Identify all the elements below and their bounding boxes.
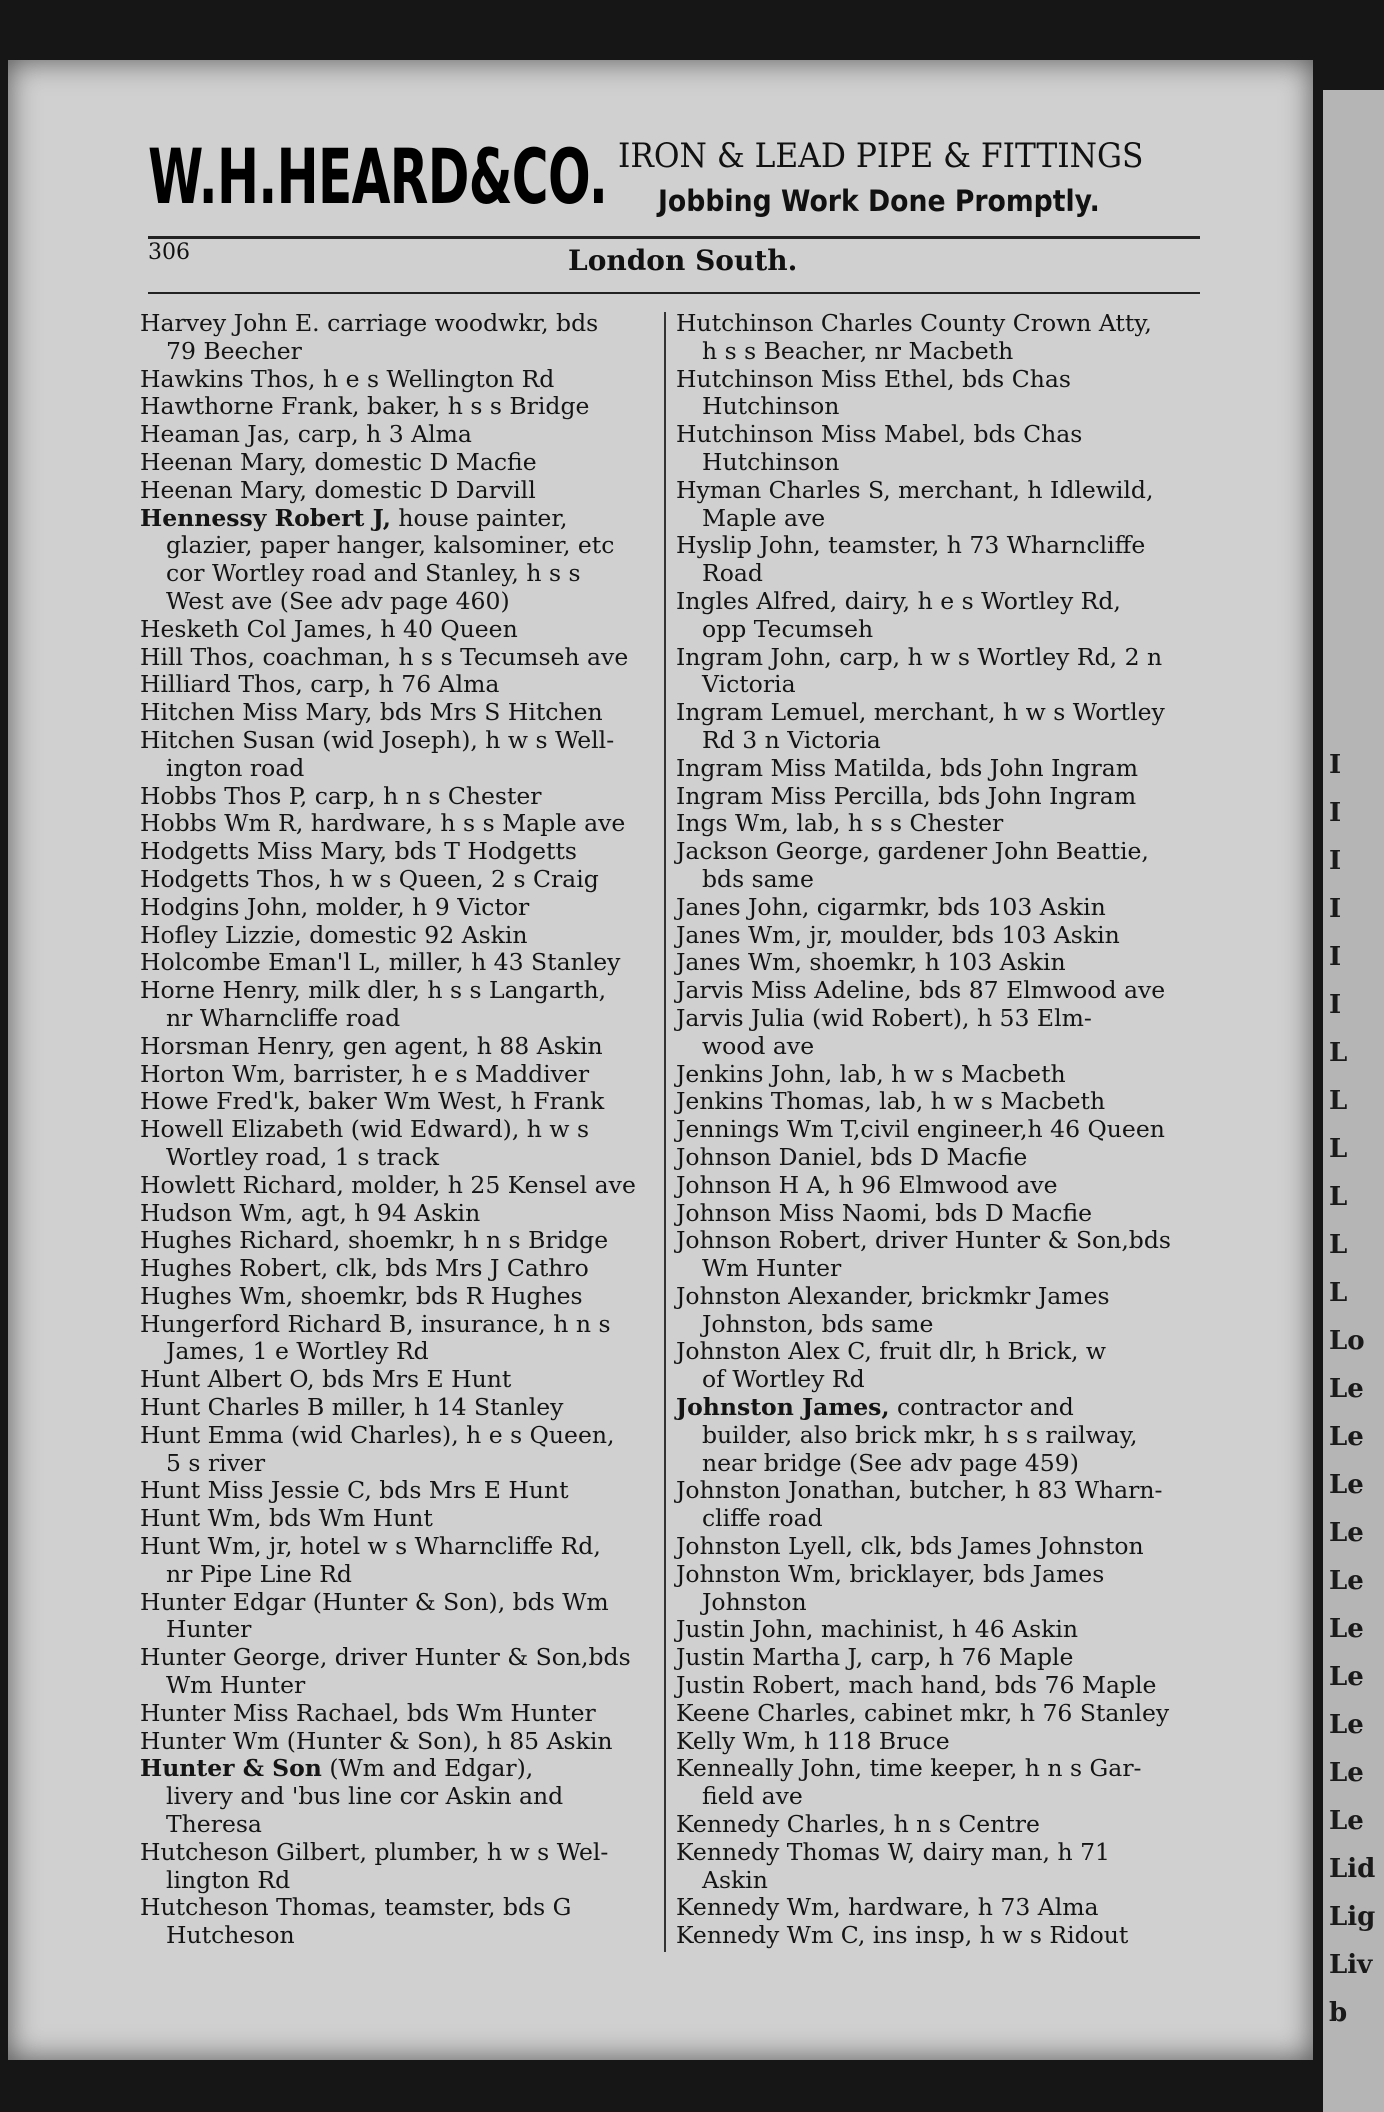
entry-line: Hofley Lizzie, domestic 92 Askin (140, 920, 528, 949)
facing-page-fragment: I (1329, 990, 1342, 1020)
directory-entry (140, 810, 680, 838)
directory-entry (140, 977, 680, 1033)
entry-continuation-line: West ave (See adv page 460) (166, 586, 510, 615)
entry-line: Johnson Robert, driver Hunter & Son,bds (676, 1226, 1171, 1255)
entry-continuation-line: Road (702, 559, 763, 588)
entry-line: Horsman Henry, gen agent, h 88 Askin (140, 1031, 603, 1060)
entry-continuation-line: cor Wortley road and Stanley, h s s (166, 559, 581, 588)
entry-line: Heenan Mary, domestic D Darvill (140, 475, 536, 504)
left-column (140, 310, 680, 1950)
directory-entry (140, 1700, 680, 1728)
entry-bold-name: Hunter & Son (140, 1754, 322, 1783)
facing-page-fragment: Le (1329, 1422, 1364, 1452)
entry-continuation-line: lington Rd (166, 1865, 291, 1894)
facing-page-fragment: L (1329, 1038, 1348, 1068)
entry-continuation-line: Wm Hunter (702, 1254, 842, 1283)
directory-entry (140, 310, 680, 366)
entry-line: Heenan Mary, domestic D Macfie (140, 447, 537, 476)
entry-line: Horne Henry, milk dler, h s s Langarth, (140, 976, 607, 1005)
entry-line: Johnston Alexander, brickmkr James (676, 1281, 1110, 1310)
entry-line: Johnston Wm, bricklayer, bds James (676, 1559, 1105, 1588)
entry-continuation-line: 5 s river (166, 1448, 266, 1477)
directory-entry (140, 1283, 680, 1311)
entry-line: Hunt Miss Jessie C, bds Mrs E Hunt (140, 1476, 569, 1505)
entry-continuation-line: nr Wharncliffe road (166, 1003, 401, 1032)
facing-page-fragment: Le (1329, 1374, 1364, 1404)
advertisement-banner (148, 132, 1208, 232)
entry-continuation-line: Theresa (166, 1810, 262, 1839)
entry-continuation-line: glazier, paper hanger, kalsominer, etc (166, 531, 615, 560)
facing-page-fragment: Le (1329, 1614, 1364, 1644)
entry-line: Hawthorne Frank, baker, h s s Bridge (140, 392, 590, 421)
directory-entry (140, 1394, 680, 1422)
entry-line: Hunt Wm, jr, hotel w s Wharncliffe Rd, (140, 1532, 601, 1561)
directory-entry (676, 1172, 1216, 1200)
facing-page-edge (1323, 90, 1384, 2112)
facing-page-fragment: I (1329, 798, 1342, 828)
directory-entry (140, 1755, 680, 1838)
directory-entry (140, 1061, 680, 1089)
directory-entry (140, 1477, 680, 1505)
entry-continuation-line: Rd 3 n Victoria (702, 725, 881, 754)
entry-line: Hungerford Richard B, insurance, h n s (140, 1309, 611, 1338)
entry-line: Hutchinson Miss Mabel, bds Chas (676, 420, 1083, 449)
directory-entry (676, 532, 1216, 588)
entry-line: Hunt Wm, bds Wm Hunt (140, 1504, 433, 1533)
entry-line: Jarvis Miss Adeline, bds 87 Elmwood ave (676, 976, 1166, 1005)
entry-line (140, 505, 680, 533)
directory-entry (676, 644, 1216, 700)
directory-entry (676, 1839, 1216, 1895)
entry-continuation-line: Victoria (702, 670, 796, 699)
entry-line: Ingram Miss Matilda, bds John Ingram (676, 753, 1139, 782)
facing-page-fragment: Le (1329, 1470, 1364, 1500)
entry-line: Hesketh Col James, h 40 Queen (140, 614, 518, 643)
directory-entry (140, 616, 680, 644)
entry-continuation-line: Hutchinson (702, 447, 840, 476)
entry-line (676, 1394, 1216, 1422)
directory-entry (140, 644, 680, 672)
entry-line: Hitchen Susan (wid Joseph), h w s Well- (140, 725, 615, 754)
entry-line-text: contractor and (889, 1393, 1074, 1422)
entry-line (140, 1755, 680, 1783)
entry-line: Ingram John, carp, h w s Wortley Rd, 2 n (676, 642, 1163, 671)
page-number: 306 (148, 240, 190, 265)
facing-page-fragment: Le (1329, 1758, 1364, 1788)
entry-line: Hutcheson Gilbert, plumber, h w s Wel- (140, 1837, 609, 1866)
directory-entry (140, 505, 680, 616)
directory-entry (676, 1283, 1216, 1339)
directory-entry (676, 755, 1216, 783)
entry-continuation-line: Hunter (166, 1615, 252, 1644)
entry-continuation-line: Wm Hunter (166, 1671, 306, 1700)
directory-entry (140, 421, 680, 449)
directory-entry (140, 894, 680, 922)
entry-line: Kennedy Charles, h n s Centre (676, 1810, 1040, 1839)
directory-entry (140, 366, 680, 394)
entry-line: Hyslip John, teamster, h 73 Wharncliffe (676, 531, 1146, 560)
directory-entry (676, 1394, 1216, 1477)
entry-line: Justin John, machinist, h 46 Askin (676, 1615, 1079, 1644)
entry-continuation-line: James, 1 e Wortley Rd (166, 1337, 429, 1366)
entry-line: Hughes Wm, shoemkr, bds R Hughes (140, 1281, 583, 1310)
directory-entry (140, 1839, 680, 1895)
entry-line: Jenkins John, lab, h w s Macbeth (676, 1059, 1066, 1088)
entry-continuation-line: nr Pipe Line Rd (166, 1559, 352, 1588)
directory-entry (140, 1116, 680, 1172)
entry-line: Hodgetts Thos, h w s Queen, 2 s Craig (140, 864, 599, 893)
entry-line: Hudson Wm, agt, h 94 Askin (140, 1198, 481, 1227)
directory-entry (676, 977, 1216, 1005)
entry-line: Hutcheson Thomas, teamster, bds G (140, 1893, 572, 1922)
directory-entry (676, 1894, 1216, 1922)
directory-entry (140, 699, 680, 727)
directory-entry (676, 366, 1216, 422)
facing-page-fragment: Lig (1329, 1902, 1376, 1932)
directory-entry (676, 1672, 1216, 1700)
facing-page-fragment: I (1329, 846, 1342, 876)
entry-line: Janes John, cigarmkr, bds 103 Askin (676, 892, 1106, 921)
section-title: London South. (568, 244, 798, 277)
directory-entry (676, 1755, 1216, 1811)
directory-entry (140, 1366, 680, 1394)
entry-line: Hunt Emma (wid Charles), h e s Queen, (140, 1420, 615, 1449)
facing-page-fragment: Le (1329, 1806, 1364, 1836)
entry-line: Hawkins Thos, h e s Wellington Rd (140, 364, 555, 393)
entry-line: Kenneally John, time keeper, h n s Gar- (676, 1754, 1142, 1783)
advertisement-tagline: IRON & LEAD PIPE & FITTINGS (618, 136, 1144, 176)
entry-continuation-line: Maple ave (702, 503, 826, 532)
directory-entry (140, 1589, 680, 1645)
directory-entry (140, 1505, 680, 1533)
entry-line-text: house painter, (390, 503, 568, 532)
directory-entry (676, 588, 1216, 644)
entry-line: Janes Wm, shoemkr, h 103 Askin (676, 948, 1066, 977)
entry-bold-name: Johnston James, (676, 1393, 890, 1422)
directory-entry (676, 894, 1216, 922)
directory-entry (676, 949, 1216, 977)
header-rule-bottom (148, 292, 1200, 294)
entry-continuation-line: opp Tecumseh (702, 614, 874, 643)
directory-entry (676, 1116, 1216, 1144)
entry-continuation-line: bds same (702, 864, 814, 893)
entry-line: Howell Elizabeth (wid Edward), h w s (140, 1115, 590, 1144)
directory-entry (140, 838, 680, 866)
entry-line: Justin Robert, mach hand, bds 76 Maple (676, 1671, 1157, 1700)
directory-entry (140, 1172, 680, 1200)
entry-line: Hutchinson Miss Ethel, bds Chas (676, 364, 1071, 393)
entry-continuation-line: 79 Beecher (166, 336, 302, 365)
entry-continuation-line: Wortley road, 1 s track (166, 1142, 439, 1171)
entry-line: Hunter George, driver Hunter & Son,bds (140, 1643, 631, 1672)
entry-line: Hughes Robert, clk, bds Mrs J Cathro (140, 1254, 589, 1283)
entry-line: Hilliard Thos, carp, h 76 Alma (140, 670, 500, 699)
entry-line: Hodgins John, molder, h 9 Victor (140, 892, 530, 921)
entry-continuation-line: wood ave (702, 1031, 815, 1060)
entry-line: Keene Charles, cabinet mkr, h 76 Stanley (676, 1698, 1170, 1727)
entry-continuation-line: Johnston (702, 1587, 807, 1616)
entry-continuation-line: Johnston, bds same (702, 1309, 934, 1338)
directory-entry (676, 783, 1216, 811)
entry-line: Johnson Daniel, bds D Macfie (676, 1142, 1028, 1171)
directory-entry (676, 1616, 1216, 1644)
directory-entry (676, 699, 1216, 755)
directory-entry (676, 1338, 1216, 1394)
entry-continuation-line: builder, also brick mkr, h s s railway, (702, 1420, 1138, 1449)
directory-entry (676, 1477, 1216, 1533)
directory-entry (140, 449, 680, 477)
directory-entry (140, 671, 680, 699)
directory-entry (140, 1255, 680, 1283)
facing-page-fragment: I (1329, 894, 1342, 924)
entry-line: Hunter Miss Rachael, bds Wm Hunter (140, 1698, 596, 1727)
entry-continuation-line: livery and 'bus line cor Askin and (166, 1782, 564, 1811)
entry-line: Hobbs Wm R, hardware, h s s Maple ave (140, 809, 626, 838)
directory-entry (676, 922, 1216, 950)
facing-page-fragment: Le (1329, 1710, 1364, 1740)
header-rule-top (148, 236, 1200, 239)
entry-continuation-line: cliffe road (702, 1504, 823, 1533)
entry-line: Janes Wm, jr, moulder, bds 103 Askin (676, 920, 1120, 949)
directory-entry (140, 1533, 680, 1589)
entry-line: Horton Wm, barrister, h e s Maddiver (140, 1059, 590, 1088)
directory-entry (140, 1088, 680, 1116)
directory-entry (676, 1533, 1216, 1561)
entry-line: Howe Fred'k, baker Wm West, h Frank (140, 1087, 605, 1116)
directory-entry (676, 1561, 1216, 1617)
entry-line: Hill Thos, coachman, h s s Tecumseh ave (140, 642, 629, 671)
facing-page-fragment: Liv (1329, 1950, 1373, 1980)
facing-page-fragment: b (1329, 1998, 1348, 2028)
directory-entry (140, 1033, 680, 1061)
directory-entry (140, 1644, 680, 1700)
entry-bold-name: Hennessy Robert J, (140, 503, 391, 532)
facing-page-fragment: Le (1329, 1662, 1364, 1692)
directory-entry (676, 1005, 1216, 1061)
page-header (148, 240, 1200, 280)
directory-entry (676, 1144, 1216, 1172)
entry-line: Jarvis Julia (wid Robert), h 53 Elm- (676, 1003, 1092, 1032)
entry-line: Hunter Wm (Hunter & Son), h 85 Askin (140, 1726, 613, 1755)
facing-page-fragment: Lo (1329, 1326, 1365, 1356)
facing-page-fragment: Le (1329, 1566, 1364, 1596)
facing-page-fragment: I (1329, 750, 1342, 780)
entry-line: Hobbs Thos P, carp, h n s Chester (140, 781, 542, 810)
advertiser-name: W.H.HEARD&CO. (148, 132, 608, 221)
entry-line: Justin Martha J, carp, h 76 Maple (676, 1643, 1074, 1672)
directory-entry (140, 1728, 680, 1756)
entry-continuation-line: Askin (702, 1865, 768, 1894)
entry-line: Ings Wm, lab, h s s Chester (676, 809, 1004, 838)
entry-line: Johnston Alex C, fruit dlr, h Brick, w (676, 1337, 1107, 1366)
facing-page-fragment: L (1329, 1134, 1348, 1164)
entry-line: Howlett Richard, molder, h 25 Kensel ave (140, 1170, 636, 1199)
entry-continuation-line: Hutcheson (166, 1921, 295, 1950)
entry-line: Johnson H A, h 96 Elmwood ave (676, 1170, 1058, 1199)
directory-entry (676, 810, 1216, 838)
facing-page-fragment: Le (1329, 1518, 1364, 1548)
directory-entry (140, 1311, 680, 1367)
entry-line: Kelly Wm, h 118 Bruce (676, 1726, 950, 1755)
directory-entry (140, 477, 680, 505)
directory-entry (140, 1422, 680, 1478)
directory-entry (676, 1227, 1216, 1283)
entry-line: Hitchen Miss Mary, bds Mrs S Hitchen (140, 698, 603, 727)
entry-continuation-line: near bridge (See adv page 459) (702, 1448, 1079, 1477)
directory-entry (676, 1200, 1216, 1228)
entry-line: Hyman Charles S, merchant, h Idlewild, (676, 475, 1154, 504)
entry-line: Johnston Jonathan, butcher, h 83 Wharn- (676, 1476, 1163, 1505)
directory-entry (676, 1061, 1216, 1089)
entry-line: Johnson Miss Naomi, bds D Macfie (676, 1198, 1093, 1227)
entry-line: Hunt Charles B miller, h 14 Stanley (140, 1393, 564, 1422)
entry-line: Jenkins Thomas, lab, h w s Macbeth (676, 1087, 1106, 1116)
entry-line: Hodgetts Miss Mary, bds T Hodgetts (140, 837, 577, 866)
directory-entry (676, 838, 1216, 894)
entry-line: Hunt Albert O, bds Mrs E Hunt (140, 1365, 512, 1394)
directory-entry (676, 1922, 1216, 1950)
entry-line: Harvey John E. carriage woodwkr, bds (140, 309, 599, 337)
entry-continuation-line: of Wortley Rd (702, 1365, 865, 1394)
directory-entry (140, 1894, 680, 1950)
directory-entry (140, 866, 680, 894)
entry-line-text: (Wm and Edgar), (321, 1754, 534, 1783)
facing-page-fragment: L (1329, 1230, 1348, 1260)
directory-entry (676, 1644, 1216, 1672)
entry-line: Holcombe Eman'l L, miller, h 43 Stanley (140, 948, 621, 977)
directory-entry (140, 949, 680, 977)
advertisement-slogan: Jobbing Work Done Promptly. (658, 184, 1100, 218)
facing-page-fragment: Lid (1329, 1854, 1376, 1884)
entry-line: Jackson George, gardener John Beattie, (676, 837, 1149, 866)
facing-page-fragment: L (1329, 1278, 1348, 1308)
directory-entry (140, 393, 680, 421)
entry-line: Ingles Alfred, dairy, h e s Wortley Rd, (676, 586, 1121, 615)
directory-entry (676, 421, 1216, 477)
entry-line: Jennings Wm T,civil engineer,h 46 Queen (676, 1115, 1165, 1144)
facing-page-fragment: L (1329, 1182, 1348, 1212)
directory-entry (676, 310, 1216, 366)
directory-entry (140, 922, 680, 950)
directory-entry (676, 1088, 1216, 1116)
entry-line: Hughes Richard, shoemkr, h n s Bridge (140, 1226, 609, 1255)
entry-continuation-line: Hutchinson (702, 392, 840, 421)
entry-line: Hutchinson Charles County Crown Atty, (676, 309, 1152, 337)
entry-line: Ingram Miss Percilla, bds John Ingram (676, 781, 1137, 810)
entry-line: Johnston Lyell, clk, bds James Johnston (676, 1532, 1144, 1561)
entry-line: Kennedy Wm, hardware, h 73 Alma (676, 1893, 1099, 1922)
entry-line: Hunter Edgar (Hunter & Son), bds Wm (140, 1587, 609, 1616)
directory-entry (676, 477, 1216, 533)
directory-entry (140, 1227, 680, 1255)
entry-continuation-line: h s s Beacher, nr Macbeth (702, 336, 1014, 365)
directory-entry (140, 783, 680, 811)
entry-line: Kennedy Wm C, ins insp, h w s Ridout (676, 1921, 1129, 1950)
entry-line: Kennedy Thomas W, dairy man, h 71 (676, 1837, 1110, 1866)
entry-line: Ingram Lemuel, merchant, h w s Wortley (676, 698, 1165, 727)
directory-entry (140, 727, 680, 783)
facing-page-fragment: L (1329, 1086, 1348, 1116)
right-column (676, 310, 1216, 1950)
entry-line: Heaman Jas, carp, h 3 Alma (140, 420, 472, 449)
directory-entry (676, 1811, 1216, 1839)
directory-entry (140, 1200, 680, 1228)
entry-continuation-line: ington road (166, 753, 305, 782)
entry-continuation-line: field ave (702, 1782, 803, 1811)
directory-entry (676, 1728, 1216, 1756)
facing-page-fragment: I (1329, 942, 1342, 972)
directory-entry (676, 1700, 1216, 1728)
